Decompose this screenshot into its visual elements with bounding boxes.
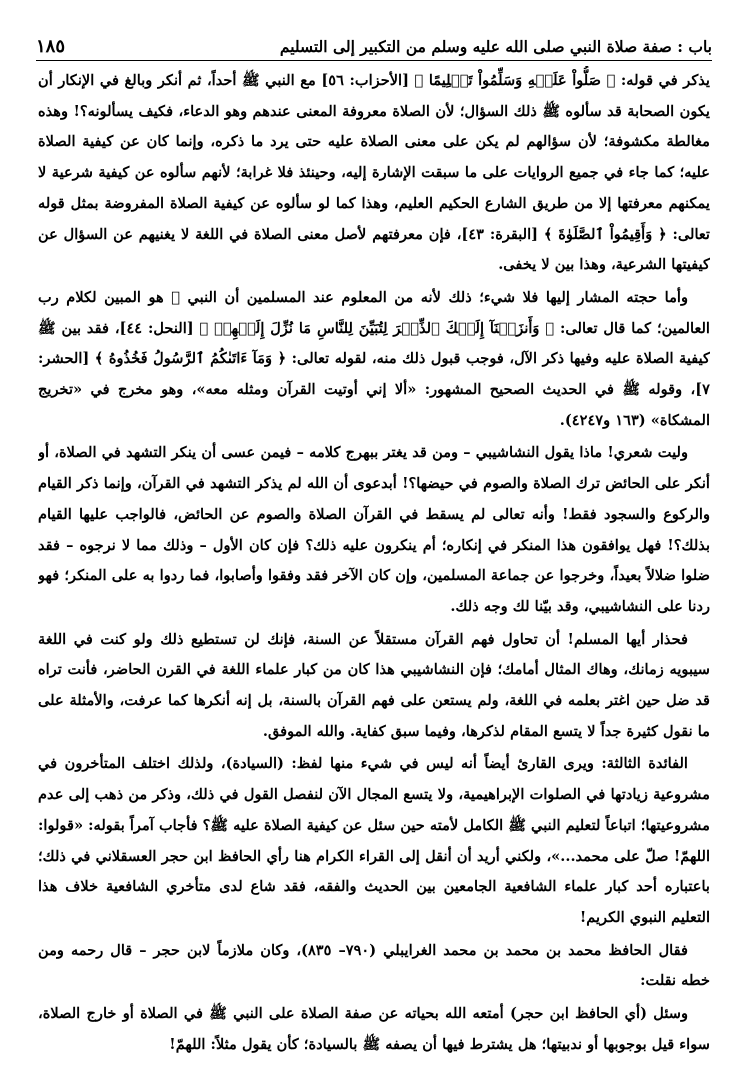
paragraph-3: وليت شعري! ماذا يقول النشاشيبي – ومن قد يغتر ببهرج كلامه – فيمن عسى أن ينكر التشهد في الصلاة، أو أنكر على الحائض ترك الصلاة والصوم في حيضها؟! أبدعوى أن الله لم يذكر التشهد في القرآن، وإنما ذكر القيام والركوع والسجود فقط! وأنه تعالى لم يسقط في القرآن الصلاة والصوم عن الحائض، فالواجب عليها القيام بذلك؟! فهل يوافقون هذا المنكر في إنكاره؛ أم ينكرون عليه ذلك؟ فإن كان الأول – وذلك مما لا نرجوه – فقد ضلوا ضلالاً بعيداً، وخرجوا عن جماعة المسلمين، وإن كان الآخر فقد وفقوا وأصابوا، فما ردوا به على المنكر؛ فهو ردنا على النشاشيبي، وقد بيّنا لك وجه ذلك. <box>38 444 710 615</box>
chapter-title: باب : صفة صلاة النبي صلى الله عليه وسلم من التكبير إلى التسليم <box>279 37 712 56</box>
paragraph-2: وأما حجته المشار إليها فلا شيء؛ ذلك لأنه من المعلوم عند المسلمين أن النبي ﷺ هو المبين لكلام رب العالمين؛ كما قال تعالى: ﴿ وَأَنزَلۡنَآ إِلَيۡكَ ٱلذِّكۡرَ لِتُبَيِّنَ لِلنَّاسِ مَا نُزِّلَ إِلَيۡهِمۡ ﴾ [النحل: ٤٤]، فقد بين ﷺ كيفية الصلاة عليه وفيها ذكر الآل، فوجب قبول ذلك منه، لقوله تعالى: ﴿ وَمَآ ءَاتَىٰكُمُ ٱلرَّسُولُ فَخُذُوهُ ﴾ [الحشر: ٧]، وقوله ﷺ في الحديث الصحيح المشهور: «ألا إني أوتيت القرآن ومثله معه»، وهو مخرج في «تخريج المشكاة» (١٦٣ و٤٢٤٧). <box>38 288 710 429</box>
body-text <box>38 66 710 1075</box>
paragraph-1: يذكر في قوله: ﴿ صَلُّواْ عَلَيۡهِ وَسَلِّمُواْ تَسۡلِيمًا ﴾ [الأحزاب: ٥٦] مع النبي ﷺ أحداً، ثم أنكر وبالغ في الإنكار أن يكون الصحابة قد سألوه ﷺ ذلك السؤال؛ لأن الصلاة معروفة المعنى عندهم وهو الدعاء، فكيف يسألونه؟! وهذه مغالطة مكشوفة؛ لأن سؤالهم لم يكن على معنى الصلاة عليه حتى يرد ما ذكره، وإنما كان عن كيفية الصلاة عليه؛ كما جاء في جميع الروايات على ما سبقت الإشارة إليه، وحينئذ فلا غرابة؛ لأنهم سألوه عن كيفية شرعية لا يمكنهم معرفتها إلا من طريق الشارع الحكيم العليم، وهذا كما لو سألوه عن كيفية الصلاة المفروضة بمثل قوله تعالى: ﴿ وَأَقِيمُواْ ٱلصَّلَوٰةَ ﴾ [البقرة: ٤٣]، فإن معرفتهم لأصل معنى الصلاة في اللغة لا يغنيهم عن السؤال عن كيفيتها الشرعية، وهذا بين لا يخفى. <box>38 72 710 274</box>
paragraph-4: فحذار أيها المسلم! أن تحاول فهم القرآن مستقلاً عن السنة، فإنك لن تستطيع ذلك ولو كنت في اللغة سيبويه زمانك، وهاك المثال أمامك؛ فإن النشاشيبي هذا كان من كبار علماء اللغة في القرن الحاضر، فأنت تراه قد ضل حين اغتر بعلمه في اللغة، ولم يستعن على فهم القرآن بالسنة، بل إنه أنكرها كما عرفت، والأمثلة على ما نقول كثيرة جداً لا يتسع المقام لذكرها، وفيما سبق كفاية. والله الموفق. <box>38 630 710 740</box>
paragraph-6: فقال الحافظ محمد بن محمد بن محمد الغرايبلي (٧٩٠– ٨٣٥)، وكان ملازماً لابن حجر – قال رحمه ومن خطه نقلت: <box>38 941 710 990</box>
paragraph-5: الفائدة الثالثة: ويرى القارئ أيضاً أنه ليس في شيء منها لفظ: (السيادة)، ولذلك اختلف المتأخرون في مشروعية زيادتها في الصلوات الإبراهيمية، ولا يتسع المجال الآن لنفصل القول في ذلك، وذكر من ذهب إلى عدم مشروعيتها؛ اتباعاً لتعليم النبي ﷺ الكامل لأمته حين سئل عن كيفية الصلاة عليه ﷺ؟ فأجاب آمراً بقوله: «قولوا: اللهمّ! صلّ على محمد...»، ولكني أريد أن أنقل إلى القراء الكرام هنا رأي الحافظ ابن حجر العسقلاني في ذلك؛ باعتباره أحد كبار علماء الشافعية الجامعين بين الحديث والفقه، فقد شاع لدى متأخري الشافعية خلاف هذا التعليم النبوي الكريم! <box>38 755 710 926</box>
paragraph-7: وسئل (أي الحافظ ابن حجر) أمتعه الله بحياته عن صفة الصلاة على النبي ﷺ في الصلاة أو خارج الصلاة، سواء قيل بوجوبها أو ندبيتها؛ هل يشترط فيها أن يصفه ﷺ بالسيادة؛ كأن يقول مثلاً: اللهمّ! <box>38 1005 710 1053</box>
running-header <box>36 30 712 61</box>
page-number: ١٨٥ <box>36 36 66 57</box>
